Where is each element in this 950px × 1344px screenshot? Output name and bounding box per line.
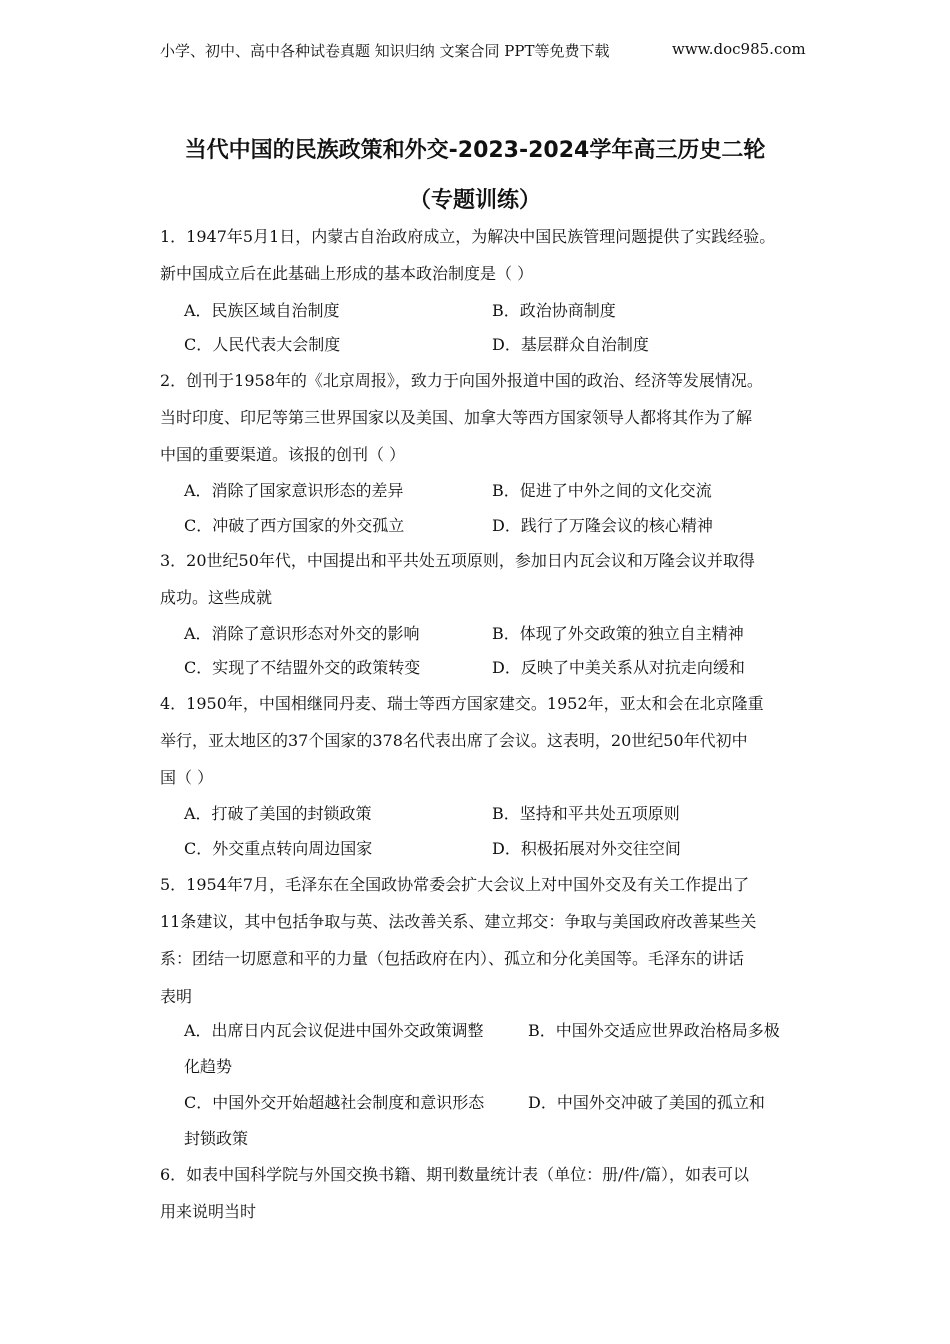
question-4-option-d: D．积极拓展对外交往空间 (492, 839, 681, 858)
question-4-stem-line-3: 国（ ） (160, 768, 214, 787)
question-5-option-c: C．中国外交开始超越社会制度和意识形态 (184, 1093, 485, 1112)
question-2-option-b: B．促进了中外之间的文化交流 (492, 481, 712, 500)
question-5-stem-line-1: 5．1954年7月，毛泽东在全国政协常委会扩大会议上对中国外交及有关工作提出了 (160, 875, 750, 894)
question-1-option-c: C．人民代表大会制度 (184, 335, 341, 354)
question-5-stem-line-4: 表明 (160, 987, 193, 1006)
question-5-option-b-continued: 化趋势 (184, 1057, 233, 1076)
question-5-option-a: A．出席日内瓦会议促进中国外交政策调整 (184, 1021, 484, 1040)
question-5-option-d: D．中国外交冲破了美国的孤立和 (528, 1093, 765, 1112)
question-1-option-a: A．民族区域自治制度 (184, 301, 340, 320)
question-2-stem-line-1: 2．创刊于1958年的《北京周报》，致力于向国外报道中国的政治、经济等发展情况。 (160, 371, 763, 390)
question-5-stem-line-2: 11条建议，其中包括争取与英、法改善关系、建立邦交：争取与美国政府改善某些关 (160, 912, 757, 931)
document-title: 当代中国的民族政策和外交-2023-2024学年高三历史二轮 (184, 138, 766, 163)
question-1-stem-line-2: 新中国成立后在此基础上形成的基本政治制度是（ ） (160, 264, 534, 283)
question-3-option-a: A．消除了意识形态对外交的影响 (184, 624, 420, 643)
page-header (160, 40, 806, 61)
question-4-option-c: C．外交重点转向周边国家 (184, 839, 373, 858)
question-6-stem-line-1: 6．如表中国科学院与外国交换书籍、期刊数量统计表（单位：册/件/篇），如表可以 (160, 1165, 749, 1184)
question-3-stem-line-1: 3．20世纪50年代，中国提出和平共处五项原则，参加日内瓦会议和万隆会议并取得 (160, 551, 755, 570)
question-1-stem-line-1: 1．1947年5月1日，内蒙古自治政府成立，为解决中国民族管理问题提供了实践经验。 (160, 227, 776, 246)
question-4-option-b: B．坚持和平共处五项原则 (492, 804, 680, 823)
question-4-stem-line-1: 4．1950年，中国相继同丹麦、瑞士等西方国家建交。1952年，亚太和会在北京隆重 (160, 694, 764, 713)
question-2-stem-line-2: 当时印度、印尼等第三世界国家以及美国、加拿大等西方国家领导人都将其作为了解 (160, 408, 753, 427)
document-subtitle: （专题训练） (408, 188, 541, 213)
question-6-stem-line-2: 用来说明当时 (160, 1202, 257, 1221)
question-4-stem-line-2: 举行，亚太地区的37个国家的378名代表出席了会议。这表明，20世纪50年代初中 (160, 731, 748, 750)
question-2-stem-line-3: 中国的重要渠道。该报的创刊（ ） (160, 445, 406, 464)
question-3-option-b: B．体现了外交政策的独立自主精神 (492, 624, 744, 643)
question-3-option-c: C．实现了不结盟外交的政策转变 (184, 658, 421, 677)
header-site-link[interactable]: www.doc985.com (672, 40, 806, 58)
question-2-option-a: A．消除了国家意识形态的差异 (184, 481, 404, 500)
question-4-option-a: A．打破了美国的封锁政策 (184, 804, 372, 823)
header-text: 小学、初中、高中各种试卷真题 知识归纳 文案合同 PPT等免费下载 (160, 42, 610, 60)
question-1-option-b: B．政治协商制度 (492, 301, 616, 320)
question-2-option-d: D．践行了万隆会议的核心精神 (492, 516, 713, 535)
question-1-option-d: D．基层群众自治制度 (492, 335, 649, 354)
question-5-option-d-continued: 封锁政策 (184, 1129, 249, 1148)
question-3-option-d: D．反映了中美关系从对抗走向缓和 (492, 658, 745, 677)
question-5-stem-line-3: 系：团结一切愿意和平的力量（包括政府在内）、孤立和分化美国等。毛泽东的讲话 (160, 949, 745, 968)
question-2-option-c: C．冲破了西方国家的外交孤立 (184, 516, 405, 535)
question-3-stem-line-2: 成功。这些成就 (160, 588, 273, 607)
question-5-option-b: B．中国外交适应世界政治格局多极 (528, 1021, 780, 1040)
